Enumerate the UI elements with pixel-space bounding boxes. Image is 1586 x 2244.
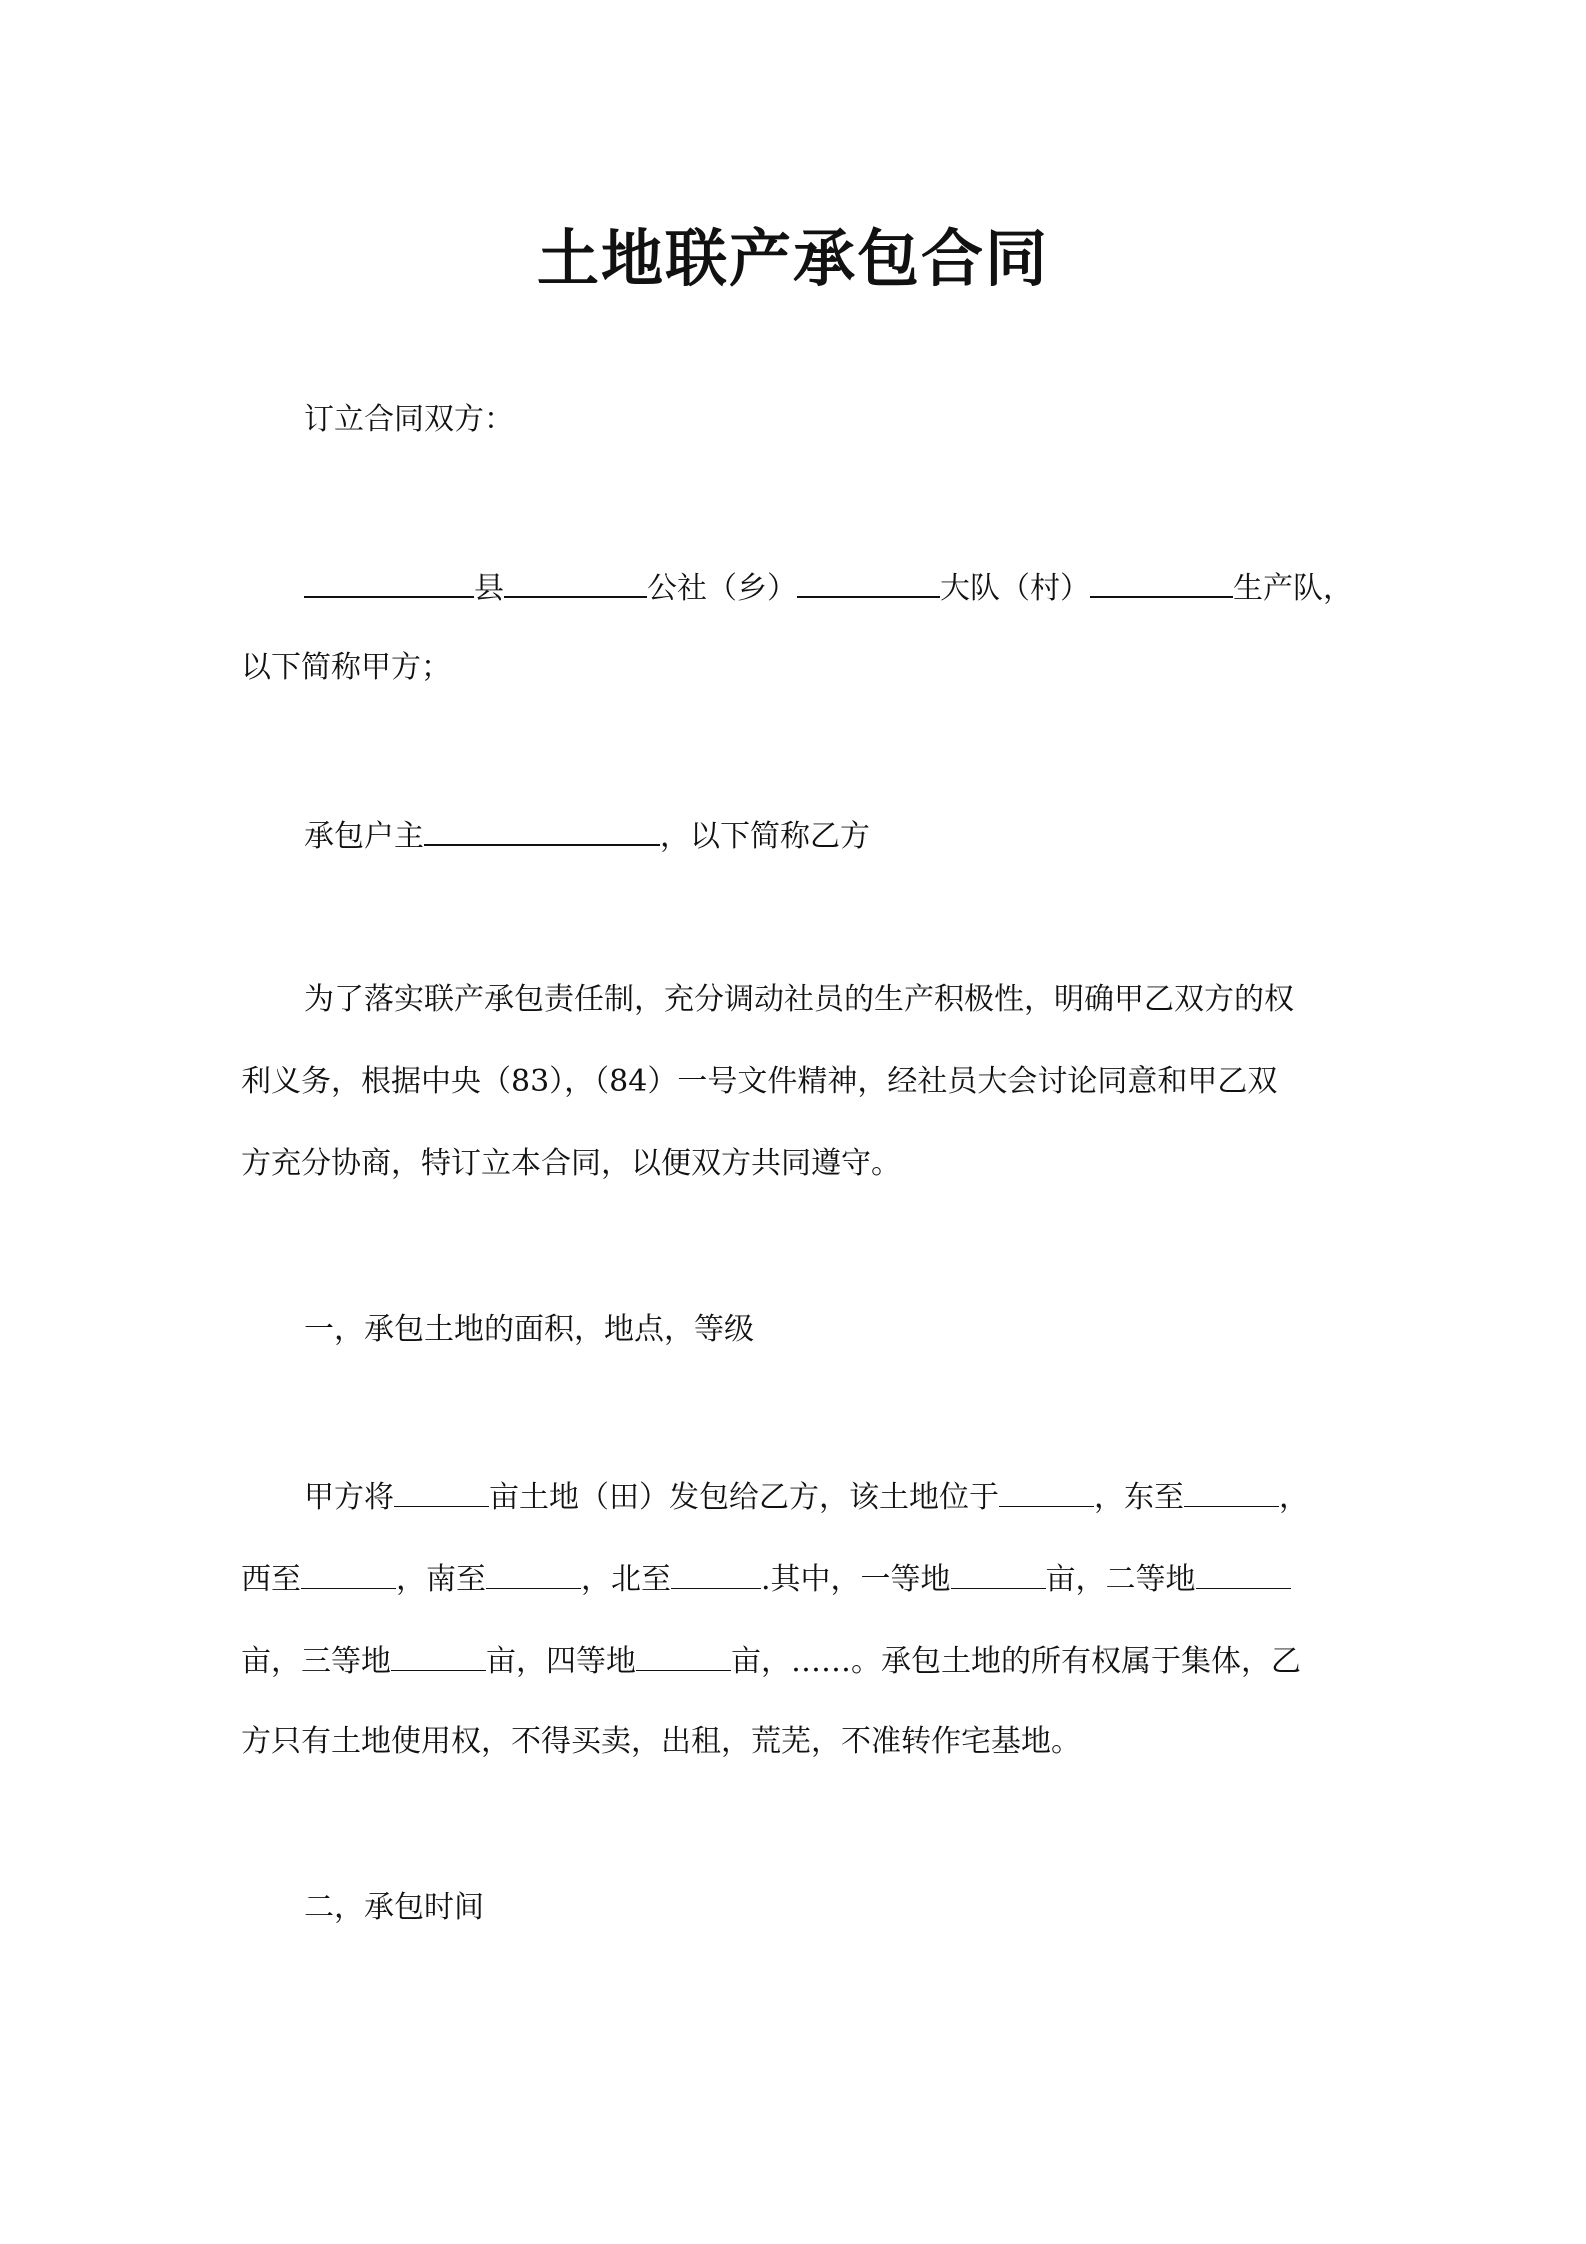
commune-label: 公社（乡）: [647, 571, 797, 606]
west-blank: [301, 1558, 396, 1589]
east-blank: [1184, 1476, 1279, 1507]
section-1-text: 西至: [241, 1562, 301, 1597]
section-1-text: 亩，二等地: [1045, 1562, 1196, 1597]
grade-1-blank: [951, 1558, 1046, 1589]
parties-heading: 订立合同双方：: [304, 402, 514, 437]
section-2-heading: 二，承包时间: [304, 1890, 484, 1925]
grade-4-blank: [636, 1640, 731, 1671]
team-label: 生产队，: [1233, 571, 1353, 606]
section-1-text: 亩，三等地: [241, 1644, 391, 1679]
section-1-line-1: [304, 1476, 1309, 1518]
brigade-label: 大队（村）: [940, 571, 1090, 606]
section-1-line-4: 方只有土地使用权，不得买卖，出租，荒芜，不准转作宅基地。: [241, 1724, 1081, 1759]
brigade-blank: [797, 566, 940, 598]
section-1-text: ，: [1279, 1480, 1309, 1515]
grade-2-blank: [1196, 1558, 1291, 1589]
section-1-text: ，南至: [396, 1562, 486, 1597]
party-b-suffix: ，以下简称乙方: [660, 819, 870, 854]
section-1-text: .其中，一等地: [761, 1562, 951, 1597]
preamble-line-1: 为了落实联产承包责任制，充分调动社员的生产积极性，明确甲乙双方的权: [304, 982, 1294, 1017]
section-1-heading: 一，承包土地的面积，地点，等级: [304, 1312, 754, 1347]
section-1-text: ，北至: [581, 1562, 671, 1597]
area-blank: [394, 1476, 489, 1507]
county-label: 县: [474, 571, 504, 606]
location-blank: [999, 1476, 1094, 1507]
section-1-text: ，东至: [1094, 1480, 1184, 1515]
team-blank: [1090, 566, 1233, 598]
householder-blank: [424, 814, 660, 846]
preamble-line-2: 利义务，根据中央（83），（84）一号文件精神，经社员大会讨论同意和甲乙双: [241, 1064, 1278, 1099]
section-1-text: 亩，……。承包土地的所有权属于集体，乙: [731, 1644, 1301, 1679]
section-1-text: 亩土地（田）发包给乙方，该土地位于: [489, 1480, 999, 1515]
preamble-line-3: 方充分协商，特订立本合同，以便双方共同遵守。: [241, 1146, 901, 1181]
section-1-line-2: [241, 1558, 1291, 1600]
south-blank: [486, 1558, 581, 1589]
section-1-text: 亩，四等地: [486, 1644, 636, 1679]
section-1-line-3: [241, 1640, 1301, 1682]
party-a-short-name: 以下简称甲方；: [241, 650, 451, 685]
north-blank: [671, 1558, 761, 1589]
document-title: 土地联产承包合同: [536, 222, 1049, 295]
county-blank: [304, 566, 474, 598]
party-b-line: [304, 814, 870, 857]
grade-3-blank: [391, 1640, 486, 1671]
party-a-line: [304, 566, 1353, 609]
section-1-text: 甲方将: [304, 1480, 394, 1515]
party-b-prefix: 承包户主: [304, 819, 424, 854]
commune-blank: [504, 566, 647, 598]
